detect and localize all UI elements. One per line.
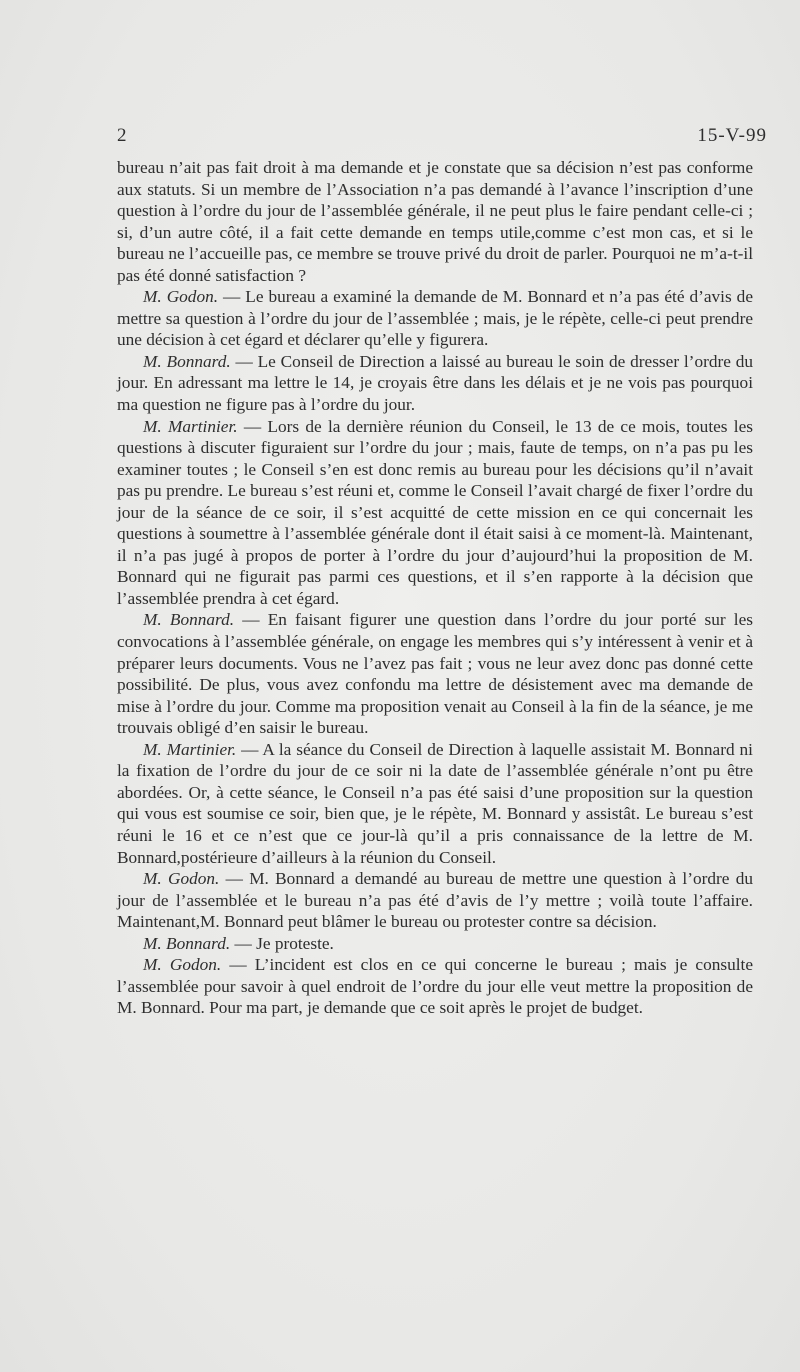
- paragraph: [117, 868, 753, 933]
- paragraph-text: — Je proteste.: [230, 933, 334, 953]
- paragraph: [117, 933, 753, 955]
- paragraph: [117, 739, 753, 868]
- paragraph: [117, 351, 753, 416]
- speaker-name: M. Martinier.: [143, 739, 237, 759]
- paragraph-text: — En faisant figurer une question dans l’ordre du jour porté sur les convocations à l’assemblée générale, on engage les membres qui s’y intéressent à venir et à préparer leurs documents. Vous ne l’avez pas fait ; vous ne leur avez donc pas donné cette possibilité. De plus, vous avez confondu ma lettre de désistement avec ma demande de mise à l’ordre du jour. Comme ma proposition venait au Conseil à la fin de la séance, je me trouvais obligé d’en saisir le bureau.: [117, 610, 754, 738]
- paragraph-text: — Le bureau a examiné la demande de M. Bonnard et n’a pas été d’avis de mettre sa question à l’ordre du jour de l’assemblée ; mais, je le répète, celle-ci peut prendre une décision à cet égard et déclarer qu’elle y figurera.: [117, 287, 753, 350]
- page-number: 2: [117, 125, 127, 146]
- paragraph-text: — M. Bonnard a demandé au bureau de mettre une question à l’ordre du jour de l’assemblée et le bureau n’a pas été d’avis de l’y mettre ; voilà toute l’affaire. Maintenant,M. Bonnard peut blâmer le bureau ou protester contre sa décision.: [117, 869, 753, 932]
- paragraph: [117, 157, 753, 286]
- paragraph-text: — Le Conseil de Direction a laissé au bureau le soin de dresser l’ordre du jour. En adressant ma lettre le 14, je croyais être dans les délais et je ne vois pas pourquoi ma question ne figure pas à l’ordre du jour.: [117, 351, 753, 415]
- paragraph: [117, 416, 753, 610]
- speaker-name: M. Godon.: [143, 287, 219, 307]
- body-text: [117, 157, 753, 1019]
- paragraph: [117, 609, 753, 738]
- speaker-name: M. Martinier.: [143, 416, 238, 436]
- paragraph-text: — L’incident est clos en ce qui concerne le bureau ; mais je consulte l’assemblée pour savoir à quel endroit de l’ordre du jour elle veut mettre la proposition de M. Bonnard. Pour ma part, je demande que ce soit après le projet de budget.: [117, 955, 753, 1018]
- speaker-name: M. Bonnard.: [143, 933, 231, 953]
- paragraph-text: — A la séance du Conseil de Direction à laquelle assistait M. Bonnard ni la fixation de l’ordre du jour de ce soir ni la date de l’assemblée générale n’ont pu être abordées. Or, à cette séance, le Conseil n’a pas été saisi d’une proposition sur la question qui vous est soumise ce soir, bien que, je le répète, M. Bonnard y assistât. Le bureau s’est réuni le 16 et ce n’est que ce jour-là qu’il a pris connaissance de la lettre de M. Bonnard,postérieure d’ailleurs à la réunion du Conseil.: [117, 739, 753, 867]
- paragraph: [117, 286, 753, 351]
- speaker-name: M. Godon.: [143, 955, 222, 975]
- paragraph-text: bureau n’ait pas fait droit à ma demande et je constate que sa décision n’est pas conforme aux statuts. Si un membre de l’Association n’a pas demandé à l’avance l’inscription d’une question à l’ordre du jour de l’assemblée générale, il ne peut plus le faire pendant celle-ci ; si, d’un autre côté, il a fait cette demande en temps utile,comme c’est mon cas, et si le bureau ne l’accueille pas, ce membre se trouve privé du droit de parler. Pourquoi ne m’a-t-il pas été donné satisfaction ?: [117, 158, 753, 285]
- paragraph: [117, 954, 753, 1019]
- paragraph-text: — Lors de la dernière réunion du Conseil, le 13 de ce mois, toutes les questions à discuter figuraient sur l’ordre du jour ; mais, faute de temps, on n’a pas pu les examiner toutes ; le Conseil s’en est donc remis au bureau pour les décisions qu’il n’avait pas pu prendre. Le bureau s’est réuni et, comme le Conseil l’avait chargé de fixer l’ordre du jour de la séance de ce soir, il s’est acquitté de cette mission en ce qui concernait les questions à soumettre à l’assemblée générale dont il était saisi à ce moment-là. Maintenant, il n’a pas jugé à propos de porter à l’ordre du jour d’aujourd’hui la proposition de M. Bonnard qui ne figurait pas parmi ces questions, et il s’en rapporte à la décision que l’assemblée prendra à cet égard.: [117, 416, 753, 608]
- speaker-name: M. Bonnard.: [143, 351, 231, 371]
- page-header: [117, 125, 767, 149]
- speaker-name: M. Bonnard.: [143, 610, 235, 630]
- page-date: 15-V-99: [697, 125, 767, 146]
- speaker-name: M. Godon.: [143, 869, 220, 889]
